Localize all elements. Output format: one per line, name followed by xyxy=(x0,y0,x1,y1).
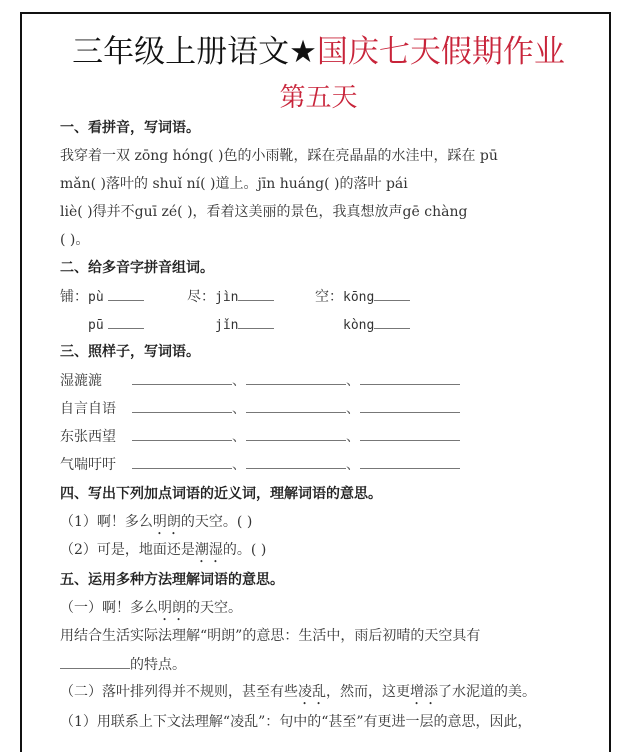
polyphone-pinyin: jìn xyxy=(215,290,239,305)
answer-blank[interactable] xyxy=(238,314,274,329)
polyphone-pinyin: kōng xyxy=(343,290,375,305)
polyphone-char: 铺： xyxy=(60,289,88,305)
section1-line-3: liè( )得并不guī zé( )，看着这美丽的景色，我真想放声gē chàng xyxy=(60,204,468,220)
separator: 、 xyxy=(346,429,360,445)
polyphone-pinyin: pù xyxy=(88,290,104,305)
example-row xyxy=(60,426,460,447)
polyphone-char: 尽： xyxy=(187,289,215,305)
polyphone-1-row2 xyxy=(88,314,144,336)
section1-line-2: mǎn( )落叶的 shuǐ ní( )道上。jīn huáng( )的落叶 pái xyxy=(60,176,408,192)
polyphone-char: 空： xyxy=(315,289,343,305)
section5-heading: 五、运用多种方法理解词语的意思。 xyxy=(60,572,284,588)
question-text: 的。( ) xyxy=(222,542,267,558)
question-text: （二）落叶排列得并不规则，甚至有些 xyxy=(60,684,298,700)
polyphone-3-row1 xyxy=(315,286,410,308)
section5-part1-text: 用结合生活实际法理解“明朗”的意思：生活中，雨后初晴的天空具有 xyxy=(60,628,481,644)
page-title xyxy=(0,26,637,71)
question-text: 的天空。 xyxy=(186,600,242,616)
answer-blank[interactable] xyxy=(238,286,274,301)
section5-part2-question: （1）用联系上下文法理解“凌乱”：句中的“甚至”有更进一层的意思，因此， xyxy=(60,714,532,730)
separator: 、 xyxy=(346,401,360,417)
section5-part1 xyxy=(60,598,242,624)
section1-line-4: ( )。 xyxy=(60,232,90,248)
section1-heading: 一、看拼音，写词语。 xyxy=(60,120,200,136)
question-text: 的特点。 xyxy=(130,657,186,673)
answer-blank[interactable] xyxy=(132,370,232,385)
dotted-word: 凌乱 xyxy=(298,684,326,700)
answer-blank[interactable] xyxy=(374,314,410,329)
title-grade: 三年级上册语文★ xyxy=(72,34,317,70)
polyphone-pinyin: kòng xyxy=(343,318,375,333)
dotted-word: 明朗 xyxy=(158,600,186,616)
answer-blank[interactable] xyxy=(246,398,346,413)
answer-blank[interactable] xyxy=(360,370,460,385)
separator: 、 xyxy=(346,457,360,473)
answer-blank[interactable] xyxy=(132,398,232,413)
example-word: 东张西望 xyxy=(60,429,116,445)
question-text: （一）啊！多么 xyxy=(60,600,158,616)
question-text: 的天空。( ) xyxy=(180,514,253,530)
answer-blank[interactable] xyxy=(246,426,346,441)
question-text: （1）啊！多么 xyxy=(60,514,153,530)
polyphone-pinyin: pū xyxy=(88,318,104,333)
polyphone-3-row2 xyxy=(343,314,410,336)
section4-heading: 四、写出下列加点词语的近义词，理解词语的意思。 xyxy=(60,486,382,502)
answer-blank[interactable] xyxy=(246,454,346,469)
separator: 、 xyxy=(232,457,246,473)
section5-part1-answer xyxy=(60,654,186,675)
answer-blank[interactable] xyxy=(246,370,346,385)
title-holiday: 国庆七天假期作业 xyxy=(316,34,565,70)
question-text: ，然而，这更 xyxy=(326,684,410,700)
example-row xyxy=(60,398,460,419)
question-text: 了水泥道的美。 xyxy=(438,684,536,700)
section3-heading: 三、照样子，写词语。 xyxy=(60,344,200,360)
question-text: （2）可是，地面还是 xyxy=(60,542,195,558)
answer-blank[interactable] xyxy=(360,454,460,469)
synonym-question-1 xyxy=(60,512,252,538)
section5-part2 xyxy=(60,682,536,708)
answer-blank[interactable] xyxy=(132,426,232,441)
answer-blank[interactable] xyxy=(60,654,130,669)
answer-blank[interactable] xyxy=(108,286,144,301)
dotted-word: 增添 xyxy=(410,684,438,700)
dotted-word: 明朗 xyxy=(152,514,181,530)
synonym-question-2 xyxy=(60,540,266,566)
section1-line-1: 我穿着一双 zōng hóng( )色的小雨靴，踩在亮晶晶的水洼中，踩在 pū xyxy=(60,148,498,164)
dotted-word: 潮湿 xyxy=(194,542,223,558)
answer-blank[interactable] xyxy=(108,314,144,329)
example-word: 气喘吁吁 xyxy=(60,457,116,473)
example-row xyxy=(60,370,460,391)
example-word: 自言自语 xyxy=(60,401,116,417)
polyphone-2-row2 xyxy=(215,314,274,336)
polyphone-2-row1 xyxy=(187,286,274,308)
polyphone-pinyin: jǐn xyxy=(215,318,239,333)
separator: 、 xyxy=(232,429,246,445)
section2-heading: 二、给多音字拼音组词。 xyxy=(60,260,214,276)
example-row xyxy=(60,454,460,475)
answer-blank[interactable] xyxy=(132,454,232,469)
separator: 、 xyxy=(232,401,246,417)
separator: 、 xyxy=(232,373,246,389)
separator: 、 xyxy=(346,373,360,389)
answer-blank[interactable] xyxy=(360,426,460,441)
page-subtitle: 第五天 xyxy=(279,83,358,113)
answer-blank[interactable] xyxy=(360,398,460,413)
polyphone-1-row1 xyxy=(60,286,144,308)
answer-blank[interactable] xyxy=(374,286,410,301)
example-word: 湿漉漉 xyxy=(60,373,102,389)
